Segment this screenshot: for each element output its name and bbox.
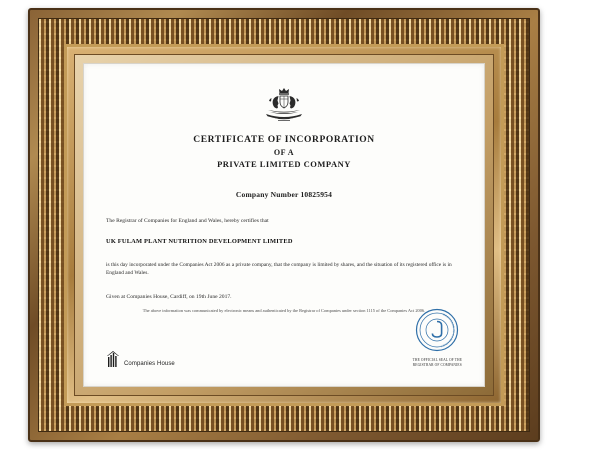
document-footer [106,308,462,368]
official-seal-icon [415,308,459,352]
companies-house-logo [106,350,175,368]
registrar-statement: The Registrar of Companies for England and Wales, hereby certifies that [106,218,269,224]
picture-frame [28,8,540,442]
companies-house-mark-icon [106,350,120,368]
royal-coat-of-arms-icon [258,86,310,126]
svg-text:REGISTRAR OF COMPANIES: REGISTRAR OF COMPANIES [440,313,456,348]
official-seal-block [413,308,462,368]
companies-house-logo-text: Companies House [124,361,175,367]
given-at-statement: Given at Companies House, Cardiff, on 19th June 2017. [106,293,232,300]
title-line-3: PRIVATE LIMITED COMPANY [217,159,351,169]
crest-container [106,86,462,126]
title-line-1: CERTIFICATE OF INCORPORATION [193,135,375,145]
certificate-title [106,134,462,170]
title-line-2: OF A [273,148,295,157]
certificate-document [83,63,485,387]
company-name: UK FULAM PLANT NUTRITION DEVELOPMENT LIMITED [106,238,293,245]
company-number: Company Number 10825954 [235,190,333,199]
seal-caption: THE OFFICIAL SEAL OF THE REGISTRAR OF COMPANIES [412,358,462,367]
incorporation-paragraph: is this day incorporated under the Companies Act 2006 as a private company, that the company is limited by shares, and the situation of its registered office is in England and Wales. [106,262,452,277]
electronic-communication-footnote: The above information was communicated by electronic means and authenticated by the Registrar of Companies under section 1115 of the Companies Act 2006. [142,308,426,313]
